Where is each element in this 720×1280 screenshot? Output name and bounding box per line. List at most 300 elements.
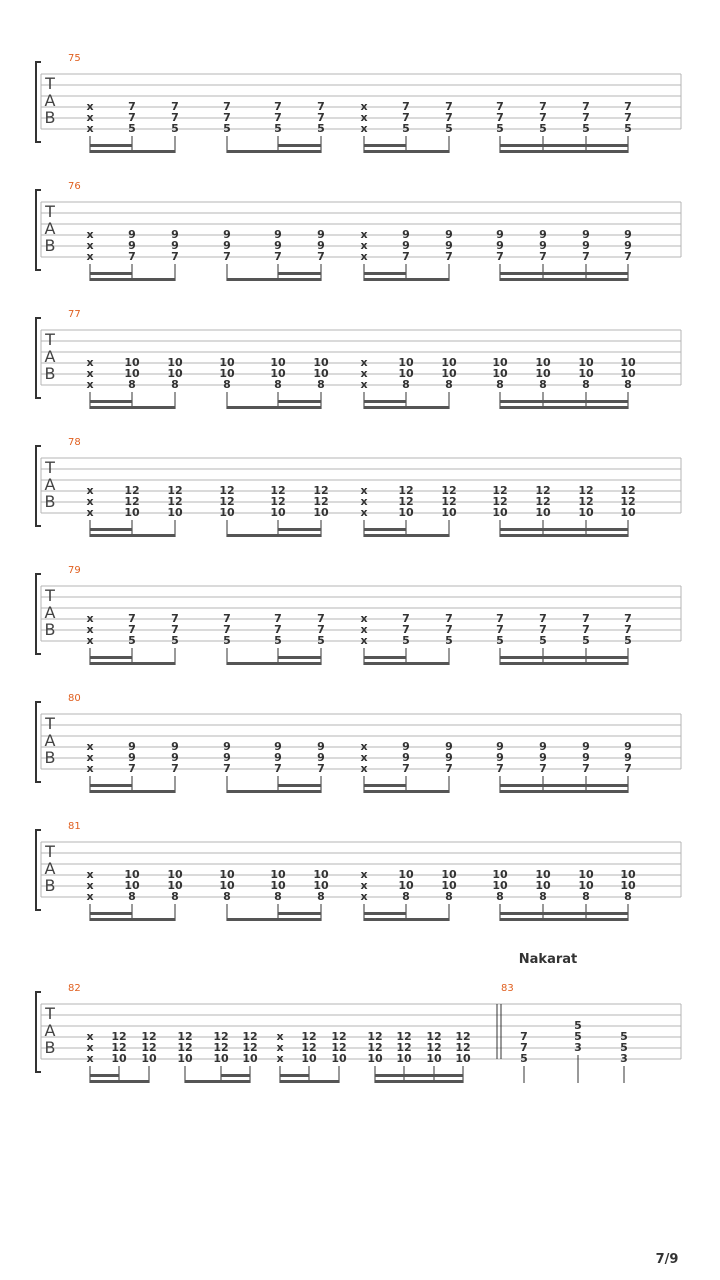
beam-secondary (500, 784, 628, 787)
muted-string: x (86, 751, 94, 764)
beam-primary (227, 918, 321, 921)
system-bracket (36, 190, 41, 270)
fret-number: 7 (128, 100, 136, 113)
beam-primary (500, 534, 628, 537)
beam-secondary (364, 400, 406, 403)
fret-number: 10 (492, 506, 508, 519)
fret-number: 7 (582, 612, 590, 625)
fret-number: 12 (141, 1041, 157, 1054)
fret-number: 7 (496, 100, 504, 113)
tab-clef-letter: A (44, 219, 56, 238)
fret-number: 5 (274, 122, 282, 135)
beam-secondary (90, 272, 132, 275)
muted-string: x (86, 1041, 94, 1054)
fret-number: 9 (496, 751, 504, 764)
fret-number: 12 (219, 495, 235, 508)
beam-primary (364, 150, 449, 153)
fret-number: 12 (111, 1030, 127, 1043)
muted-string: x (86, 612, 94, 625)
fret-number: 10 (441, 868, 457, 881)
fret-number: 7 (445, 623, 453, 636)
muted-string: x (86, 484, 94, 497)
fret-number: 3 (620, 1052, 628, 1065)
fret-number: 9 (274, 239, 282, 252)
page-number: 7/9 (655, 1252, 679, 1267)
muted-string: x (360, 228, 368, 241)
fret-number: 8 (402, 890, 410, 903)
fret-number: 10 (141, 1052, 157, 1065)
muted-string: x (86, 122, 94, 135)
muted-string: x (360, 879, 368, 892)
fret-number: 7 (624, 762, 632, 775)
fret-number: 10 (167, 868, 183, 881)
fret-number: 9 (624, 239, 632, 252)
fret-number: 10 (578, 506, 594, 519)
muted-string: x (360, 751, 368, 764)
tab-clef-letter: T (45, 202, 55, 221)
fret-number: 9 (317, 740, 325, 753)
measure-number: 79 (68, 565, 81, 576)
fret-number: 10 (219, 506, 235, 519)
muted-string: x (360, 506, 368, 519)
fret-number: 9 (624, 751, 632, 764)
fret-number: 5 (539, 634, 547, 647)
fret-number: 5 (317, 634, 325, 647)
beam-secondary (364, 912, 406, 915)
fret-number: 8 (539, 378, 547, 391)
fret-number: 12 (219, 484, 235, 497)
fret-number: 10 (535, 356, 551, 369)
tab-clef-letter: A (44, 347, 56, 366)
beam-primary (364, 790, 449, 793)
muted-string: x (360, 623, 368, 636)
fret-number: 9 (274, 751, 282, 764)
muted-string: x (360, 356, 368, 369)
fret-number: 12 (620, 495, 636, 508)
measure-number: 83 (501, 983, 514, 994)
beam-primary (364, 662, 449, 665)
fret-number: 12 (535, 484, 551, 497)
muted-string: x (360, 495, 368, 508)
fret-number: 10 (219, 868, 235, 881)
beam-primary (227, 278, 321, 281)
tab-systems (36, 53, 681, 1083)
fret-number: 8 (624, 890, 632, 903)
muted-string: x (86, 740, 94, 753)
beam-secondary (90, 656, 132, 659)
fret-number: 7 (520, 1030, 528, 1043)
fret-number: 10 (398, 356, 414, 369)
tab-clef-letter: T (45, 842, 55, 861)
fret-number: 9 (445, 239, 453, 252)
fret-number: 5 (128, 634, 136, 647)
muted-string: x (276, 1052, 284, 1065)
muted-string: x (360, 378, 368, 391)
tab-system (36, 181, 681, 281)
fret-number: 5 (171, 634, 179, 647)
tab-clef-letter: A (44, 731, 56, 750)
beam-secondary (278, 528, 321, 531)
tab-system-final (36, 983, 681, 1083)
fret-number: 7 (223, 250, 231, 263)
fret-number: 7 (274, 100, 282, 113)
fret-number: 12 (492, 484, 508, 497)
beam-primary (227, 150, 321, 153)
beam-secondary (364, 144, 406, 147)
fret-number: 7 (402, 100, 410, 113)
beam-secondary (278, 400, 321, 403)
tab-clef-letter: T (45, 330, 55, 349)
beam-secondary (278, 272, 321, 275)
fret-number: 7 (171, 111, 179, 124)
fret-number: 7 (496, 111, 504, 124)
muted-string: x (86, 250, 94, 263)
fret-number: 9 (539, 239, 547, 252)
beam-primary (90, 790, 175, 793)
beam-primary (500, 662, 628, 665)
tab-clef-letter: B (44, 748, 56, 767)
beam-secondary (278, 784, 321, 787)
tab-clef-letter: A (44, 603, 56, 622)
muted-string: x (86, 239, 94, 252)
fret-number: 10 (177, 1052, 193, 1065)
fret-number: 10 (535, 879, 551, 892)
fret-number: 5 (496, 122, 504, 135)
muted-string: x (360, 868, 368, 881)
fret-number: 9 (445, 740, 453, 753)
fret-number: 9 (274, 228, 282, 241)
fret-number: 10 (620, 356, 636, 369)
fret-number: 10 (492, 367, 508, 380)
fret-number: 10 (124, 506, 140, 519)
beam-secondary (90, 1074, 119, 1077)
fret-number: 12 (213, 1030, 229, 1043)
fret-number: 9 (223, 228, 231, 241)
tab-system (36, 821, 681, 921)
fret-number: 5 (582, 122, 590, 135)
fret-number: 10 (441, 879, 457, 892)
fret-number: 10 (441, 367, 457, 380)
fret-number: 10 (492, 868, 508, 881)
fret-number: 9 (539, 751, 547, 764)
muted-string: x (276, 1030, 284, 1043)
tab-system (36, 565, 681, 665)
muted-string: x (86, 228, 94, 241)
fret-number: 5 (520, 1052, 528, 1065)
fret-number: 5 (582, 634, 590, 647)
fret-number: 9 (171, 228, 179, 241)
fret-number: 8 (223, 378, 231, 391)
beam-secondary (500, 912, 628, 915)
fret-number: 7 (171, 762, 179, 775)
fret-number: 10 (313, 356, 329, 369)
fret-number: 7 (274, 623, 282, 636)
fret-number: 7 (402, 762, 410, 775)
beam-secondary (500, 656, 628, 659)
muted-string: x (86, 495, 94, 508)
fret-number: 8 (317, 890, 325, 903)
muted-string: x (86, 367, 94, 380)
fret-number: 9 (128, 228, 136, 241)
tab-clef-letter: A (44, 1021, 56, 1040)
beam-primary (364, 278, 449, 281)
tab-clef-letter: A (44, 859, 56, 878)
fret-number: 5 (445, 634, 453, 647)
fret-number: 12 (270, 495, 286, 508)
muted-string: x (86, 879, 94, 892)
fret-number: 10 (219, 367, 235, 380)
muted-string: x (86, 111, 94, 124)
muted-string: x (360, 612, 368, 625)
muted-string: x (360, 740, 368, 753)
fret-number: 5 (317, 122, 325, 135)
fret-number: 12 (270, 484, 286, 497)
tab-clef-letter: T (45, 714, 55, 733)
fret-number: 8 (128, 378, 136, 391)
fret-number: 5 (624, 634, 632, 647)
fret-number: 9 (624, 740, 632, 753)
muted-string: x (86, 1030, 94, 1043)
fret-number: 7 (274, 762, 282, 775)
fret-number: 9 (128, 740, 136, 753)
tab-system (36, 693, 681, 793)
fret-number: 7 (445, 762, 453, 775)
beam-primary (500, 918, 628, 921)
fret-number: 10 (219, 356, 235, 369)
fret-number: 10 (398, 367, 414, 380)
measure-number: 77 (68, 309, 81, 320)
fret-number: 5 (223, 634, 231, 647)
fret-number: 9 (171, 239, 179, 252)
fret-number: 10 (398, 879, 414, 892)
fret-number: 9 (223, 239, 231, 252)
fret-number: 5 (274, 634, 282, 647)
fret-number: 12 (441, 495, 457, 508)
fret-number: 9 (539, 740, 547, 753)
beam-primary (364, 534, 449, 537)
fret-number: 7 (317, 762, 325, 775)
beam-secondary (278, 912, 321, 915)
fret-number: 7 (223, 100, 231, 113)
fret-number: 12 (396, 1030, 412, 1043)
fret-number: 9 (402, 239, 410, 252)
measure-number: 81 (68, 821, 81, 832)
fret-number: 10 (398, 506, 414, 519)
fret-number: 10 (167, 506, 183, 519)
muted-string: x (86, 506, 94, 519)
fret-number: 7 (624, 623, 632, 636)
beam-secondary (364, 656, 406, 659)
system-bracket (36, 574, 41, 654)
fret-number: 7 (223, 762, 231, 775)
beam-secondary (364, 272, 406, 275)
beam-primary (500, 150, 628, 153)
fret-number: 10 (313, 868, 329, 881)
fret-number: 12 (455, 1030, 471, 1043)
fret-number: 7 (496, 762, 504, 775)
fret-number: 10 (441, 506, 457, 519)
fret-number: 12 (167, 495, 183, 508)
fret-number: 10 (270, 879, 286, 892)
fret-number: 9 (402, 751, 410, 764)
fret-number: 12 (331, 1030, 347, 1043)
fret-number: 10 (270, 356, 286, 369)
fret-number: 12 (301, 1030, 317, 1043)
fret-number: 7 (624, 250, 632, 263)
fret-number: 12 (535, 495, 551, 508)
fret-number: 7 (496, 250, 504, 263)
fret-number: 7 (624, 612, 632, 625)
beam-primary (90, 918, 175, 921)
fret-number: 7 (274, 111, 282, 124)
muted-string: x (86, 634, 94, 647)
fret-number: 7 (223, 612, 231, 625)
beam-secondary (500, 400, 628, 403)
fret-number: 10 (167, 879, 183, 892)
beam-secondary (90, 912, 132, 915)
tab-clef-letter: T (45, 586, 55, 605)
muted-string: x (360, 111, 368, 124)
beam-primary (90, 406, 175, 409)
muted-string: x (360, 100, 368, 113)
fret-number: 7 (317, 111, 325, 124)
beam-secondary (375, 1074, 463, 1077)
beam-secondary (90, 784, 132, 787)
fret-number: 10 (441, 356, 457, 369)
fret-number: 7 (496, 612, 504, 625)
fret-number: 10 (313, 367, 329, 380)
fret-number: 7 (624, 111, 632, 124)
tab-clef-letter: B (44, 492, 56, 511)
beam-primary (227, 662, 321, 665)
beam-primary (375, 1080, 463, 1083)
fret-number: 9 (171, 751, 179, 764)
fret-number: 7 (274, 250, 282, 263)
beam-primary (500, 278, 628, 281)
muted-string: x (86, 623, 94, 636)
fret-number: 7 (539, 762, 547, 775)
fret-number: 7 (223, 111, 231, 124)
fret-number: 10 (620, 367, 636, 380)
fret-number: 8 (128, 890, 136, 903)
fret-number: 9 (445, 751, 453, 764)
fret-number: 10 (426, 1052, 442, 1065)
beam-secondary (278, 656, 321, 659)
tab-clef-letter: B (44, 236, 56, 255)
muted-string: x (360, 634, 368, 647)
fret-number: 9 (128, 751, 136, 764)
fret-number: 10 (535, 367, 551, 380)
muted-string: x (360, 762, 368, 775)
fret-number: 9 (317, 751, 325, 764)
fret-number: 10 (331, 1052, 347, 1065)
muted-string: x (360, 367, 368, 380)
fret-number: 9 (223, 740, 231, 753)
beam-primary (90, 534, 175, 537)
fret-number: 10 (124, 367, 140, 380)
fret-number: 5 (402, 122, 410, 135)
fret-number: 10 (535, 868, 551, 881)
fret-number: 7 (317, 612, 325, 625)
fret-number: 10 (398, 868, 414, 881)
tab-clef-letter: B (44, 876, 56, 895)
fret-number: 7 (445, 111, 453, 124)
muted-string: x (360, 250, 368, 263)
fret-number: 10 (535, 506, 551, 519)
fret-number: 12 (177, 1041, 193, 1054)
beam-primary (364, 406, 449, 409)
fret-number: 8 (274, 890, 282, 903)
fret-number: 8 (171, 378, 179, 391)
fret-number: 7 (539, 612, 547, 625)
muted-string: x (86, 100, 94, 113)
beam-secondary (500, 144, 628, 147)
beam-primary (90, 278, 175, 281)
fret-number: 7 (582, 623, 590, 636)
fret-number: 10 (313, 879, 329, 892)
fret-number: 5 (574, 1019, 582, 1032)
beam-primary (90, 1080, 149, 1083)
fret-number: 7 (402, 111, 410, 124)
fret-number: 9 (539, 228, 547, 241)
tab-clef-letter: T (45, 1004, 55, 1023)
muted-string: x (86, 868, 94, 881)
fret-number: 5 (539, 122, 547, 135)
fret-number: 8 (539, 890, 547, 903)
measure-number: 82 (68, 983, 81, 994)
system-bracket (36, 446, 41, 526)
fret-number: 12 (141, 1030, 157, 1043)
fret-number: 10 (301, 1052, 317, 1065)
beam-secondary (278, 144, 321, 147)
fret-number: 8 (496, 378, 504, 391)
muted-string: x (86, 762, 94, 775)
beam-primary (227, 534, 321, 537)
fret-number: 5 (574, 1030, 582, 1043)
fret-number: 10 (270, 506, 286, 519)
beam-primary (227, 406, 321, 409)
fret-number: 9 (496, 228, 504, 241)
fret-number: 12 (441, 484, 457, 497)
beam-secondary (500, 528, 628, 531)
fret-number: 8 (223, 890, 231, 903)
fret-number: 7 (128, 250, 136, 263)
fret-number: 10 (167, 356, 183, 369)
fret-number: 10 (578, 356, 594, 369)
muted-string: x (86, 1052, 94, 1065)
fret-number: 10 (270, 868, 286, 881)
beam-primary (227, 790, 321, 793)
fret-number: 12 (426, 1030, 442, 1043)
fret-number: 12 (426, 1041, 442, 1054)
fret-number: 7 (171, 623, 179, 636)
fret-number: 7 (496, 623, 504, 636)
fret-number: 10 (578, 367, 594, 380)
fret-number: 8 (402, 378, 410, 391)
fret-number: 12 (455, 1041, 471, 1054)
fret-number: 12 (177, 1030, 193, 1043)
fret-number: 7 (317, 250, 325, 263)
fret-number: 7 (128, 762, 136, 775)
fret-number: 9 (402, 740, 410, 753)
system-bracket (36, 318, 41, 398)
tab-system (36, 437, 681, 537)
beam-secondary (364, 528, 406, 531)
fret-number: 7 (582, 762, 590, 775)
fret-number: 10 (242, 1052, 258, 1065)
system-bracket (36, 992, 41, 1072)
fret-number: 10 (620, 879, 636, 892)
